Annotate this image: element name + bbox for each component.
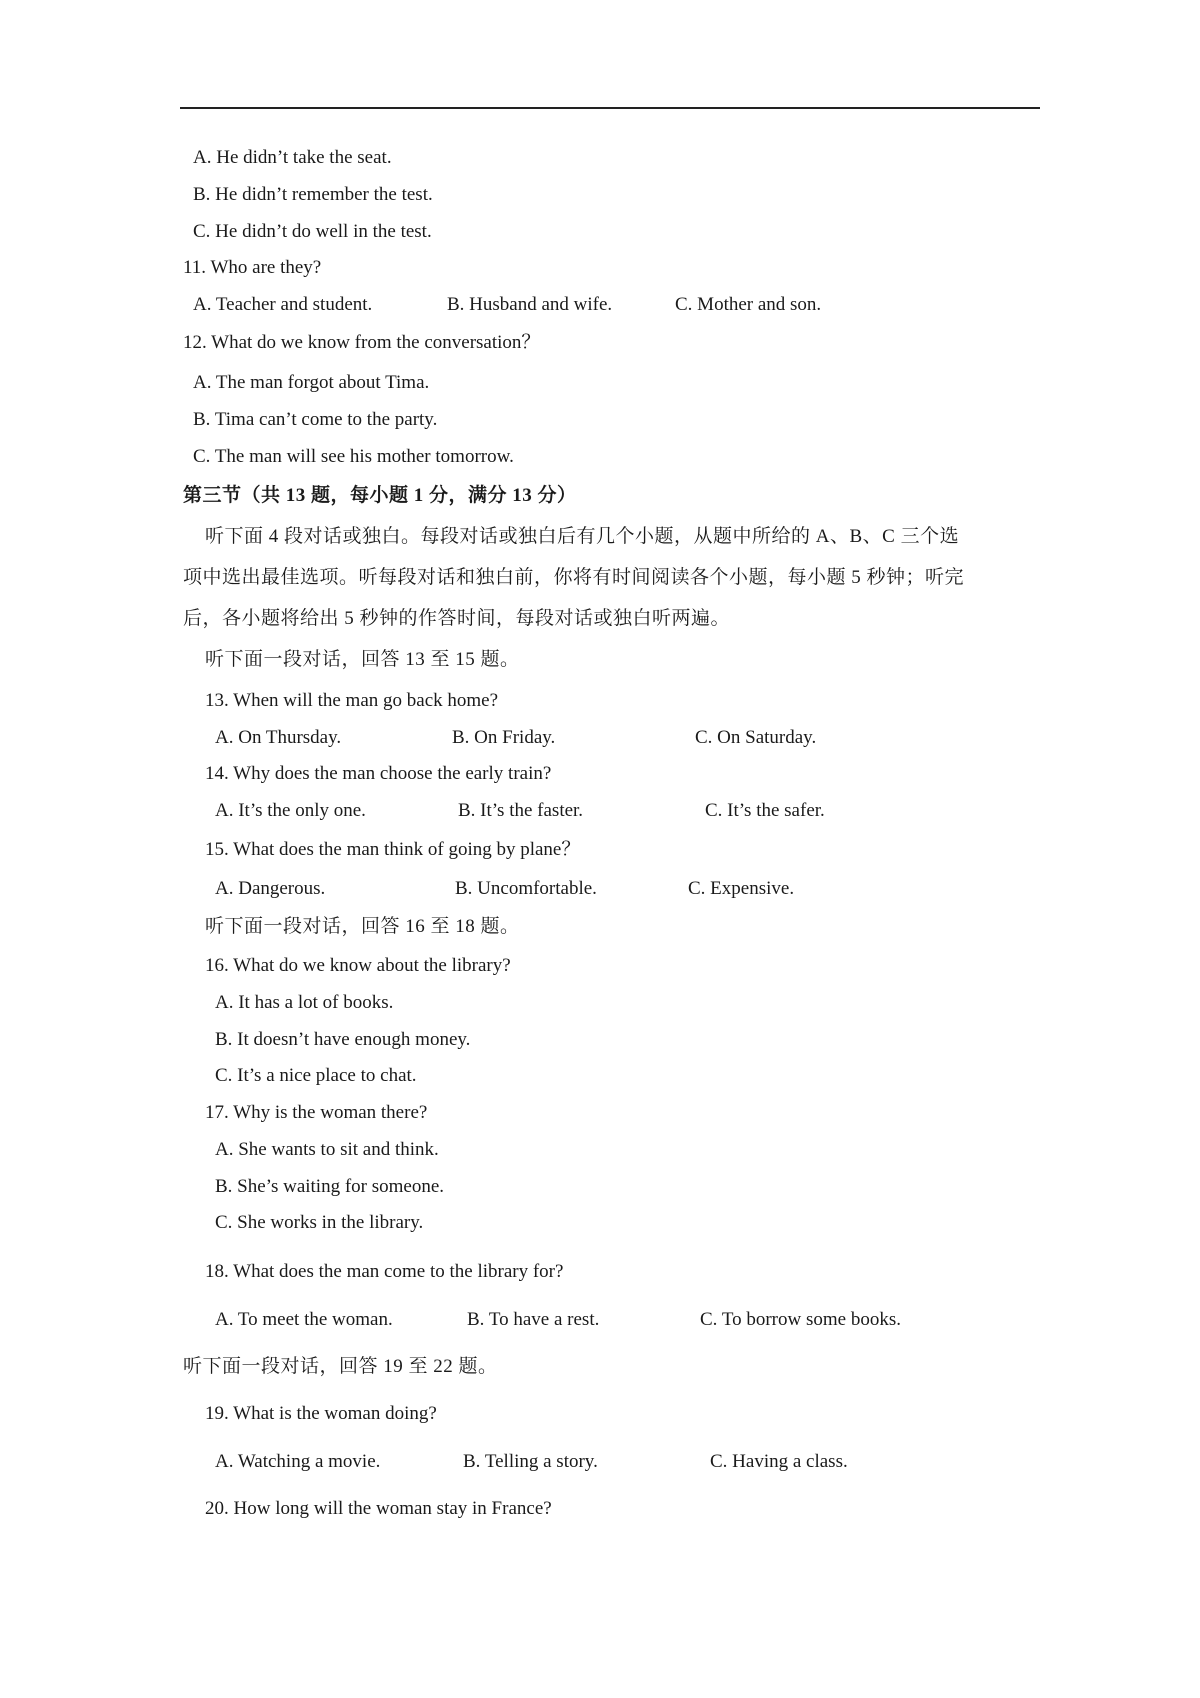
q16-option-c: C. It’s a nice place to chat. [215,1065,417,1086]
q14-question: 14. Why does the man choose the early train? [205,763,552,784]
q10-option-b: B. He didn’t remember the test. [193,184,433,205]
q15-option-c: C. Expensive. [688,878,795,899]
q20-question: 20. How long will the woman stay in France? [205,1498,552,1519]
q15-question: 15. What does the man think of going by plane？ [205,839,581,860]
header-rule [180,107,1040,109]
q17-question: 17. Why is the woman there? [205,1102,428,1123]
section-instructions-line3: 后，各小题将给出 5 秒钟的作答时间，每段对话或独白听两遍。 [183,608,731,629]
q13-option-a: A. On Thursday. [215,727,342,748]
q14-option-a: A. It’s the only one. [215,800,366,821]
dialogue-intro-19-22: 听下面一段对话，回答 19 至 22 题。 [183,1356,498,1377]
q11-option-a: A. Teacher and student. [193,294,373,315]
q10-option-c: C. He didn’t do well in the test. [193,221,432,242]
q18-option-c: C. To borrow some books. [700,1309,901,1330]
q16-question: 16. What do we know about the library? [205,955,511,976]
q15-option-a: A. Dangerous. [215,878,326,899]
q12-option-b: B. Tima can’t come to the party. [193,409,438,430]
q14-option-c: C. It’s the safer. [705,800,825,821]
dialogue-intro-16-18: 听下面一段对话，回答 16 至 18 题。 [205,916,520,937]
q19-option-a: A. Watching a movie. [215,1451,381,1472]
q17-option-b: B. She’s waiting for someone. [215,1176,445,1197]
q10-option-a: A. He didn’t take the seat. [193,147,392,168]
q15-option-b: B. Uncomfortable. [455,878,597,899]
q11-option-b: B. Husband and wife. [447,294,613,315]
q16-option-a: A. It has a lot of books. [215,992,394,1013]
q17-option-a: A. She wants to sit and think. [215,1139,439,1160]
q11-question: 11. Who are they? [183,257,322,278]
q13-option-c: C. On Saturday. [695,727,817,748]
q12-option-a: A. The man forgot about Tima. [193,372,430,393]
q12-option-c: C. The man will see his mother tomorrow. [193,446,514,467]
dialogue-intro-13-15: 听下面一段对话，回答 13 至 15 题。 [205,649,520,670]
q19-option-b: B. Telling a story. [463,1451,598,1472]
q14-option-b: B. It’s the faster. [458,800,584,821]
q18-question: 18. What does the man come to the library for? [205,1261,564,1282]
q18-option-a: A. To meet the woman. [215,1309,393,1330]
q16-option-b: B. It doesn’t have enough money. [215,1029,471,1050]
q19-question: 19. What is the woman doing? [205,1403,437,1424]
q11-option-c: C. Mother and son. [675,294,822,315]
q19-option-c: C. Having a class. [710,1451,848,1472]
section-instructions-line1: 听下面 4 段对话或独白。每段对话或独白后有几个小题，从题中所给的 A、B、C 三个选 [205,526,960,547]
section-instructions-line2: 项中选出最佳选项。听每段对话和独白前，你将有时间阅读各个小题，每小题 5 秒钟；听完 [183,567,965,588]
q17-option-c: C. She works in the library. [215,1212,424,1233]
q13-question: 13. When will the man go back home? [205,690,499,711]
q18-option-b: B. To have a rest. [467,1309,600,1330]
q12-question: 12. What do we know from the conversation？ [183,332,541,353]
q13-option-b: B. On Friday. [452,727,556,748]
section-title: 第三节（共 13 题，每小题 1 分，满分 13 分） [183,485,577,506]
